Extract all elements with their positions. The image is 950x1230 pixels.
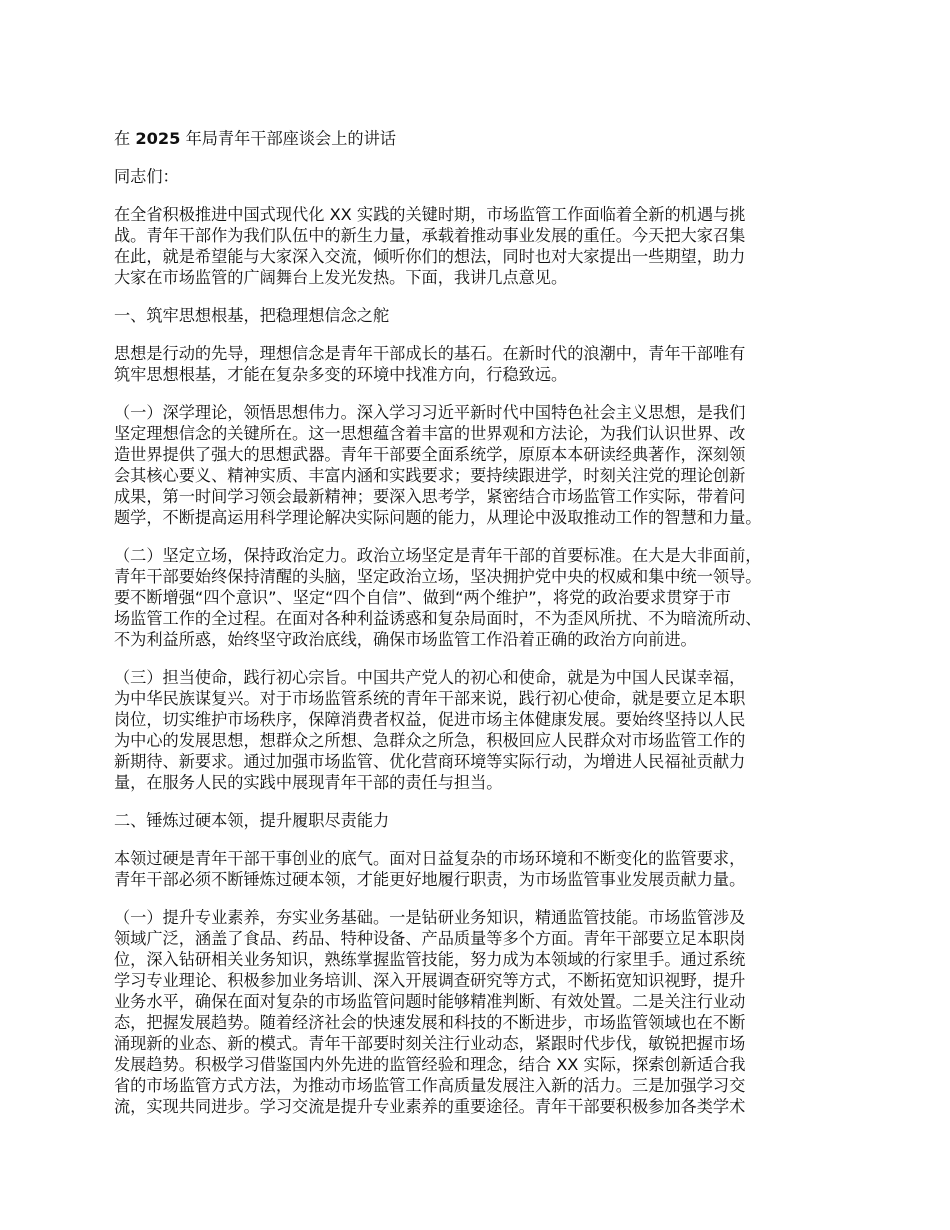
text-line: 不为利益所惑，始终坚守政治底线，确保市场监管工作沿着正确的政治方向前进。 (114, 630, 697, 649)
text-line: 为中心的发展思想，想群众之所想、急群众之所急，积极回应人民群众对市场监管工作的 (114, 731, 746, 750)
section2-paragraph-1 (114, 907, 858, 1117)
text-line: 成果，第一时间学习领会最新精神；要深入思考学，紧密结合市场监管工作实际，带着问 (114, 487, 746, 506)
greeting-text: 同志们： (114, 167, 179, 186)
text-line: 学习专业理论、积极参加业务培训、深入开展调查研究等方式，不断拓宽知识视野，提升 (114, 971, 746, 990)
text-line: 领域广泛，涵盖了食品、药品、特种设备、产品质量等多个方面。青年干部要立足本职岗 (114, 929, 746, 948)
text-line: 新期待、新要求。通过加强市场监管、优化营商环境等实际行动，为增进人民福祉贡献力 (114, 752, 746, 771)
text-line: 态，把握发展趋势。随着经济社会的快速发展和科技的不断进步，市场监管领域也在不断 (114, 1013, 746, 1032)
text-line: 要不断增强“四个意识”、坚定“四个自信”、做到“两个维护”，将党的政治要求贯穿于市 (114, 588, 731, 607)
text-line: （二）坚定立场，保持政治定力。政治立场坚定是青年干部的首要标准。在大是大非面前， (114, 546, 762, 565)
text-line: （一）深学理论，领悟思想伟力。深入学习习近平新时代中国特色社会主义思想，是我们 (114, 403, 746, 422)
text-line: 在全省积极推进中国式现代化 XX 实践的关键时期，市场监管工作面临着全新的机遇与挑 (114, 205, 746, 224)
section2-intro-paragraph (114, 848, 858, 890)
section-heading-1: 一、筑牢思想根基，把稳理想信念之舵 (114, 306, 390, 325)
text-line: 大家在市场监管的广阔舞台上发光发热。下面，我讲几点意见。 (114, 268, 568, 287)
text-line: 场监管工作的全过程。在面对各种利益诱惑和复杂局面时，不为歪风所扰、不为暗流所动、 (114, 609, 762, 628)
text-line: 题学，不断提高运用科学理论解决实际问题的能力，从理论中汲取推动工作的智慧和力量。 (114, 508, 762, 527)
text-line: 会其核心要义、精神实质、丰富内涵和实践要求；要持续跟进学，时刻关注党的理论创新 (114, 466, 746, 485)
text-line: 本领过硬是青年干部干事创业的底气。面对日益复杂的市场环境和不断变化的监管要求， (114, 849, 746, 868)
section1-paragraph-3 (114, 667, 858, 793)
text-line: （三）担当使命，践行初心宗旨。中国共产党人的初心和使命，就是为中国人民谋幸福， (114, 668, 746, 687)
title-suffix: 年局青年干部座谈会上的讲话 (185, 129, 396, 148)
document-title (114, 128, 858, 149)
text-line: 发展趋势。积极学习借鉴国内外先进的监管经验和理念，结合 XX 实际，探索创新适合我 (114, 1055, 746, 1074)
section-heading-2: 二、锤炼过硬本领，提升履职尽责能力 (114, 811, 390, 830)
text-line: 省的市场监管方式方法，为推动市场监管工作高质量发展注入新的活力。三是加强学习交 (114, 1076, 746, 1095)
title-year: 2025 (135, 129, 181, 148)
text-line: 坚定理想信念的关键所在。这一思想蕴含着丰富的世界观和方法论，为我们认识世界、改 (114, 424, 746, 443)
text-line: 青年干部要始终保持清醒的头脑，坚定政治立场，坚决拥护党中央的权威和集中统一领导。 (114, 567, 762, 586)
title-prefix: 在 (114, 129, 131, 148)
text-line: 造世界提供了强大的思想武器。青年干部要全面系统学，原原本本研读经典著作，深刻领 (114, 445, 746, 464)
text-line: 青年干部必须不断锤炼过硬本领，才能更好地履行职责，为市场监管事业发展贡献力量。 (114, 870, 746, 889)
text-line: 筑牢思想根基，才能在复杂多变的环境中找准方向，行稳致远。 (114, 365, 568, 384)
text-line: 流，实现共同进步。学习交流是提升专业素养的重要途径。青年干部要积极参加各类学术 (114, 1097, 746, 1116)
text-line: 岗位，切实维护市场秩序，保障消费者权益，促进市场主体健康发展。要始终坚持以人民 (114, 710, 746, 729)
section1-paragraph-2 (114, 545, 858, 650)
text-line: （一）提升专业素养，夯实业务基础。一是钻研业务知识，精通监管技能。市场监管涉及 (114, 908, 746, 927)
text-line: 量，在服务人民的实践中展现青年干部的责任与担当。 (114, 773, 503, 792)
text-line: 位，深入钻研相关业务知识，熟练掌握监管技能，努力成为本领域的行家里手。通过系统 (114, 950, 746, 969)
intro-paragraph (114, 204, 858, 288)
document-page (114, 128, 858, 1134)
text-line: 为中华民族谋复兴。对于市场监管系统的青年干部来说，践行初心使命，就是要立足本职 (114, 689, 746, 708)
section1-paragraph-1 (114, 402, 858, 528)
text-line: 思想是行动的先导，理想信念是青年干部成长的基石。在新时代的浪潮中，青年干部唯有 (114, 344, 746, 363)
text-line: 在此，就是希望能与大家深入交流，倾听你们的想法，同时也对大家提出一些期望，助力 (114, 247, 746, 266)
text-line: 涌现新的业态、新的模式。青年干部要时刻关注行业动态，紧跟时代步伐，敏锐把握市场 (114, 1034, 746, 1053)
text-line: 业务水平，确保在面对复杂的市场监管问题时能够精准判断、有效处置。二是关注行业动 (114, 992, 746, 1011)
section1-intro-paragraph (114, 343, 858, 385)
greeting (114, 166, 858, 187)
text-line: 战。青年干部作为我们队伍中的新生力量，承载着推动事业发展的重任。今天把大家召集 (114, 226, 746, 245)
